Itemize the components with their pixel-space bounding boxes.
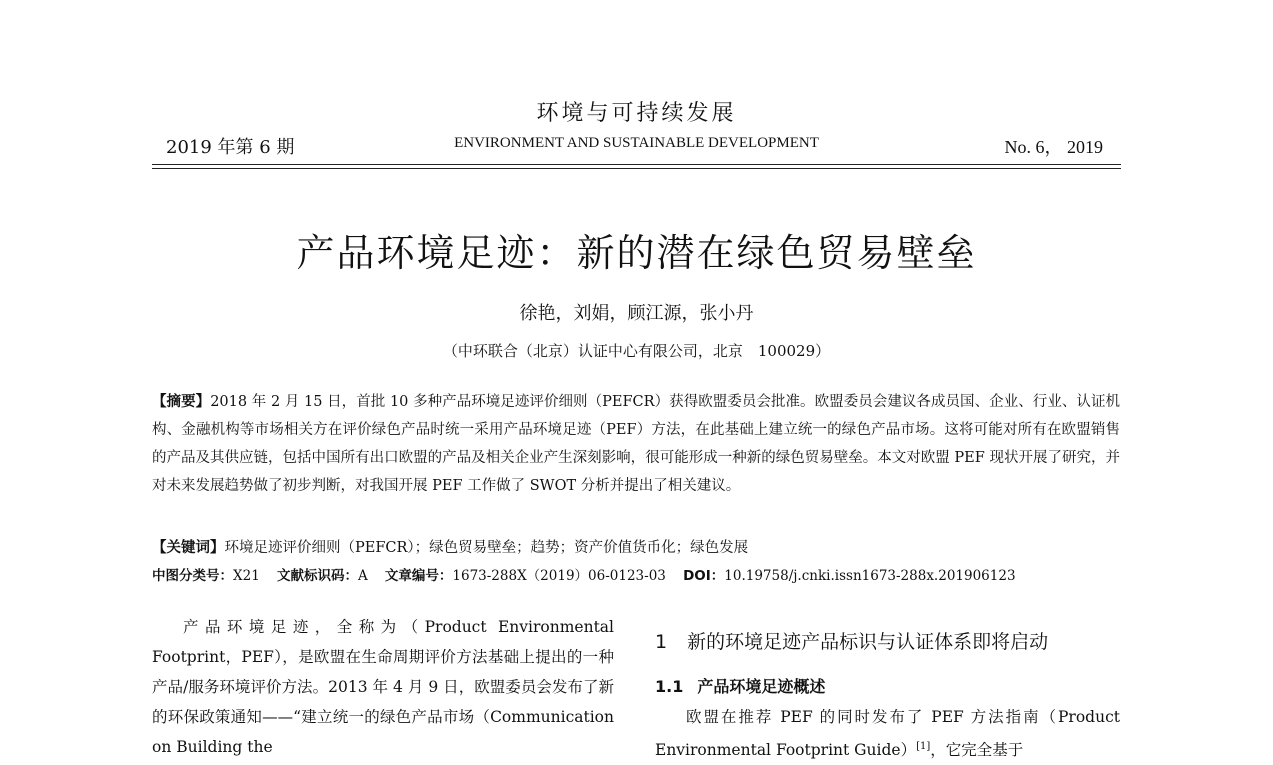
journal-title-cn: 环境与可持续发展 [536, 101, 737, 126]
section-heading [655, 627, 1048, 654]
doi-value: 10.19758/j.cnki.issn1673-288x.201906123 [724, 568, 1016, 584]
keywords-label: 【关键词】 [152, 540, 225, 556]
article-no-label: 文章编号： [384, 568, 453, 584]
article-title: 产品环境足迹：新的潜在绿色贸易壁垒 [296, 231, 977, 275]
issue-number-en: No. 6， 2019 [1004, 137, 1103, 157]
article-authors: 徐艳，刘娟，顾江源，张小丹 [519, 303, 754, 324]
body-paragraph-right-tail: ，它完全基于 [930, 741, 1024, 760]
body-paragraph-right-text: 欧盟在推荐 PEF 的同时发布了 PEF 方法指南（Product Environmental Footprint Guide） [655, 708, 1120, 760]
body-left-column [152, 612, 614, 762]
subsection-number: 1.1 [655, 677, 684, 696]
abstract-text: 2018 年 2 月 15 日，首批 10 多种产品环境足迹评价细则（PEFCR）获得欧盟委员会批准。欧盟委员会建议各成员国、企业、行业、认证机构、金融机构等市场相关方在评价绿色产品时统一采用产品环境足迹（PEF）方法，在此基础上建立统一的绿色产品市场。这将可能对所有在欧盟销售的产品及其供应链，包括中国所有出口欧盟的产品及相关企业产生深刻影响，很可能形成一种新的绿色贸易壁垒。本文对欧盟 PEF 现状开展了研究，并对未来发展趋势做了初步判断，对我国开展 PEF 工作做了 SWOT 分析并提出了相关建议。 [152, 394, 1121, 494]
keywords [152, 534, 1120, 562]
section-number: 1 [655, 631, 668, 653]
subsection-title: 产品环境足迹概述 [697, 677, 826, 696]
classification-line [152, 562, 1120, 590]
abstract [152, 388, 1120, 500]
body-paragraph-right [655, 702, 1120, 765]
clc-value: X21 [233, 568, 260, 584]
journal-title-en: ENVIRONMENT AND SUSTAINABLE DEVELOPMENT [454, 135, 819, 151]
doc-code-label: 文献标识码： [276, 568, 358, 584]
header-rule-bottom [152, 168, 1121, 169]
body-right-column [655, 702, 1120, 765]
section-title: 新的环境足迹产品标识与认证体系即将启动 [687, 631, 1049, 653]
clc-label: 中图分类号： [152, 568, 233, 584]
doi-label: DOI： [683, 568, 725, 584]
doc-code-value: A [357, 568, 368, 584]
article-affiliation: （中环联合（北京）认证中心有限公司，北京 100029） [442, 342, 831, 360]
reference-marker[interactable]: [1] [916, 741, 931, 752]
body-paragraph: 产品环境足迹，全称为（Product Environmental Footprint，PEF），是欧盟在生命周期评价方法基础上提出的一种产品/服务环境评价方法。2013 年 4 月 9 日，欧盟委员会发布了新的环保政策通知——“建立统一的绿色产品市场（Communication on Building the [152, 618, 614, 756]
subsection-heading [655, 674, 825, 697]
article-no-value: 1673-288X（2019）06-0123-03 [452, 568, 666, 584]
issue-number-cn: 2019 年第 6 期 [166, 137, 295, 158]
abstract-label: 【摘要】 [152, 394, 211, 410]
header-rule-top [152, 164, 1121, 165]
keywords-text: 环境足迹评价细则（PEFCR）；绿色贸易壁垒；趋势；资产价值货币化；绿色发展 [224, 540, 749, 556]
